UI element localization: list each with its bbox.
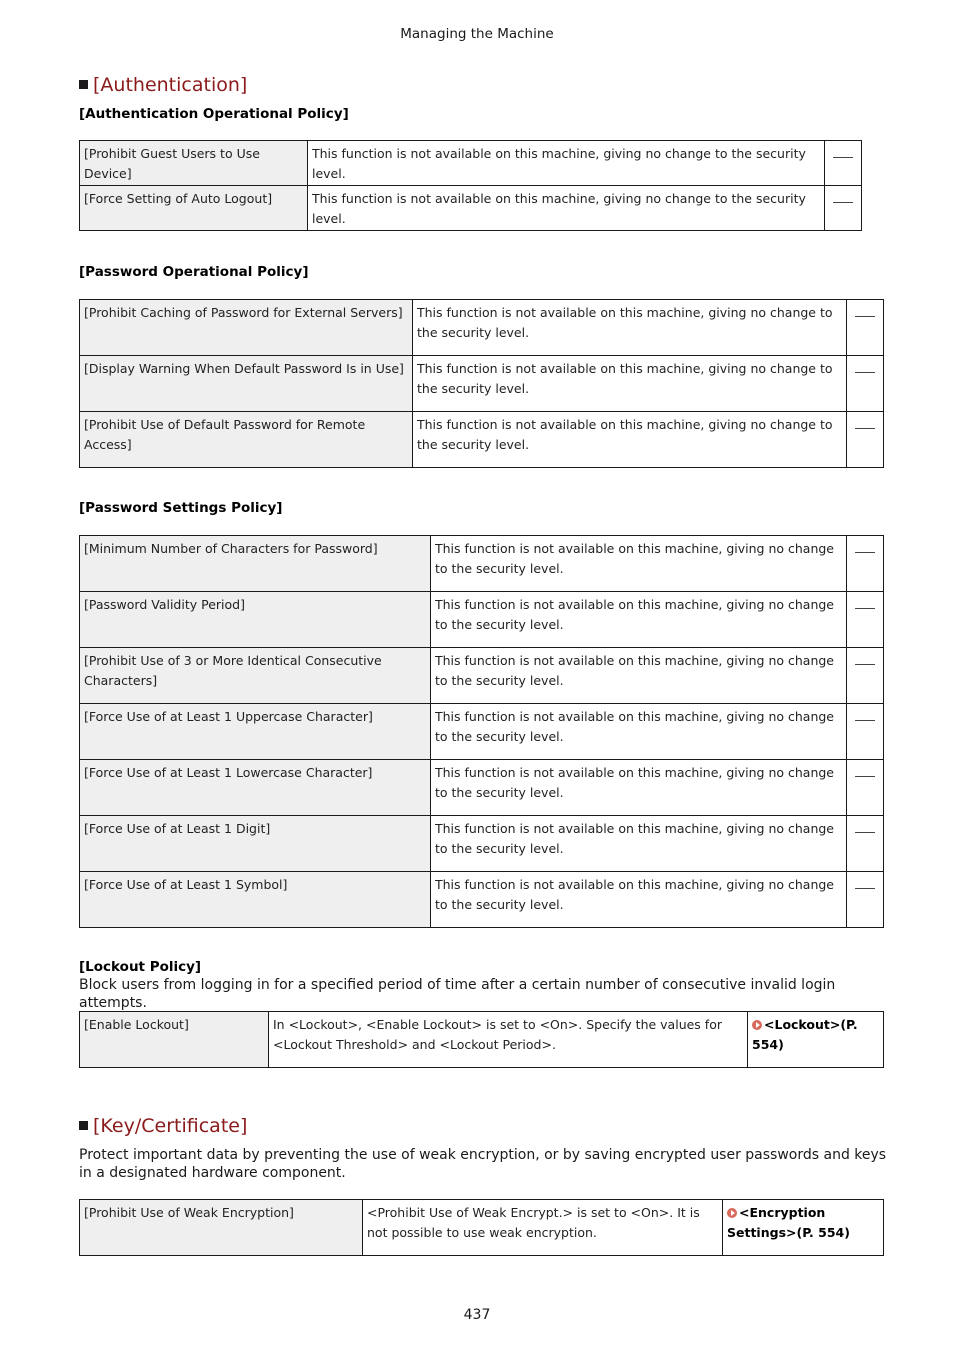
ref-cell (847, 872, 884, 928)
setting-cell: [Display Warning When Default Password Is in Use] (80, 356, 413, 412)
encryption-settings-link[interactable]: <Encryption Settings>(P. 554) (727, 1205, 850, 1240)
ref-cell (748, 1012, 884, 1068)
ref-cell (847, 412, 884, 468)
table-lockout-policy (79, 1011, 884, 1068)
setting-cell: [Force Use of at Least 1 Uppercase Character] (80, 704, 431, 760)
dash-icon (855, 372, 875, 373)
table-authentication-operational-policy (79, 140, 862, 231)
table-row (80, 356, 884, 412)
setting-cell: [Prohibit Guest Users to Use Device] (80, 141, 308, 186)
table-row (80, 760, 884, 816)
table-row (80, 1012, 884, 1068)
dash-icon (855, 316, 875, 317)
ref-cell (847, 300, 884, 356)
setting-cell: [Force Use of at Least 1 Digit] (80, 816, 431, 872)
setting-cell: [Prohibit Use of Weak Encryption] (80, 1200, 363, 1256)
ref-cell (847, 592, 884, 648)
dash-icon (855, 664, 875, 665)
lockout-policy-description: Block users from logging in for a specified period of time after a certain number of consecutive invalid login attempts. (79, 977, 836, 1011)
dash-icon (855, 776, 875, 777)
section-heading-authentication: [Authentication] (79, 74, 247, 96)
table-password-operational-policy (79, 299, 884, 468)
description-cell: <Prohibit Use of Weak Encrypt.> is set to <On>. It is not possible to use weak encryption. (363, 1200, 723, 1256)
description-cell: This function is not available on this machine, giving no change to the security level. (431, 872, 847, 928)
table-row (80, 536, 884, 592)
table-row (80, 592, 884, 648)
table-row (80, 141, 862, 186)
ref-cell (825, 186, 862, 231)
setting-cell: [Force Use of at Least 1 Lowercase Character] (80, 760, 431, 816)
key-certificate-description: Protect important data by preventing the use of weak encryption, or by saving encrypted user passwords and keys in a designated hardware component. (79, 1147, 887, 1181)
ref-cell (847, 356, 884, 412)
dash-icon (855, 888, 875, 889)
section-heading-key-certificate: [Key/Certificate] (79, 1115, 247, 1137)
description-cell: This function is not available on this machine, giving no change to the security level. (431, 760, 847, 816)
description-cell: This function is not available on this machine, giving no change to the security level. (431, 704, 847, 760)
table-row (80, 300, 884, 356)
description-cell: This function is not available on this machine, giving no change to the security level. (431, 536, 847, 592)
description-cell: This function is not available on this machine, giving no change to the security level. (308, 186, 825, 231)
dash-icon (855, 608, 875, 609)
subheading-lockout-policy: [Lockout Policy] (79, 959, 202, 975)
description-cell: This function is not available on this machine, giving no change to the security level. (431, 816, 847, 872)
subheading-password-settings-policy: [Password Settings Policy] (79, 500, 283, 516)
setting-cell: [Prohibit Use of Default Password for Remote Access] (80, 412, 413, 468)
description-cell: This function is not available on this machine, giving no change to the security level. (413, 300, 847, 356)
table-row (80, 704, 884, 760)
lockout-link[interactable]: <Lockout>(P. 554) (752, 1017, 858, 1052)
table-key-certificate (79, 1199, 884, 1256)
setting-cell: [Prohibit Caching of Password for External Servers] (80, 300, 413, 356)
description-cell: This function is not available on this machine, giving no change to the security level. (413, 412, 847, 468)
dash-icon (855, 552, 875, 553)
table-password-settings-policy (79, 535, 884, 928)
dash-icon (833, 157, 853, 158)
ref-cell (847, 816, 884, 872)
dash-icon (855, 720, 875, 721)
description-cell: In <Lockout>, <Enable Lockout> is set to <On>. Specify the values for <Lockout Threshold> and <Lockout Period>. (269, 1012, 748, 1068)
ref-cell (825, 141, 862, 186)
bullet-square-icon (79, 80, 88, 89)
ref-cell (847, 704, 884, 760)
setting-cell: [Force Setting of Auto Logout] (80, 186, 308, 231)
table-row (80, 816, 884, 872)
bullet-square-icon (79, 1121, 88, 1130)
setting-cell: [Minimum Number of Characters for Password] (80, 536, 431, 592)
table-row (80, 872, 884, 928)
dash-icon (855, 428, 875, 429)
link-arrow-icon (752, 1020, 762, 1030)
setting-cell: [Enable Lockout] (80, 1012, 269, 1068)
setting-cell: [Password Validity Period] (80, 592, 431, 648)
dash-icon (855, 832, 875, 833)
ref-cell (847, 536, 884, 592)
table-row (80, 1200, 884, 1256)
ref-cell (847, 760, 884, 816)
table-row (80, 412, 884, 468)
table-row (80, 648, 884, 704)
subheading-authentication-operational-policy: [Authentication Operational Policy] (79, 106, 349, 122)
description-cell: This function is not available on this machine, giving no change to the security level. (308, 141, 825, 186)
setting-cell: [Prohibit Use of 3 or More Identical Consecutive Characters] (80, 648, 431, 704)
description-cell: This function is not available on this machine, giving no change to the security level. (431, 648, 847, 704)
description-cell: This function is not available on this machine, giving no change to the security level. (413, 356, 847, 412)
subheading-password-operational-policy: [Password Operational Policy] (79, 264, 309, 280)
table-row (80, 186, 862, 231)
page-header: Managing the Machine (400, 26, 554, 42)
ref-cell (847, 648, 884, 704)
dash-icon (833, 202, 853, 203)
ref-cell (723, 1200, 884, 1256)
page-number: 437 (463, 1307, 491, 1323)
setting-cell: [Force Use of at Least 1 Symbol] (80, 872, 431, 928)
description-cell: This function is not available on this machine, giving no change to the security level. (431, 592, 847, 648)
link-arrow-icon (727, 1208, 737, 1218)
